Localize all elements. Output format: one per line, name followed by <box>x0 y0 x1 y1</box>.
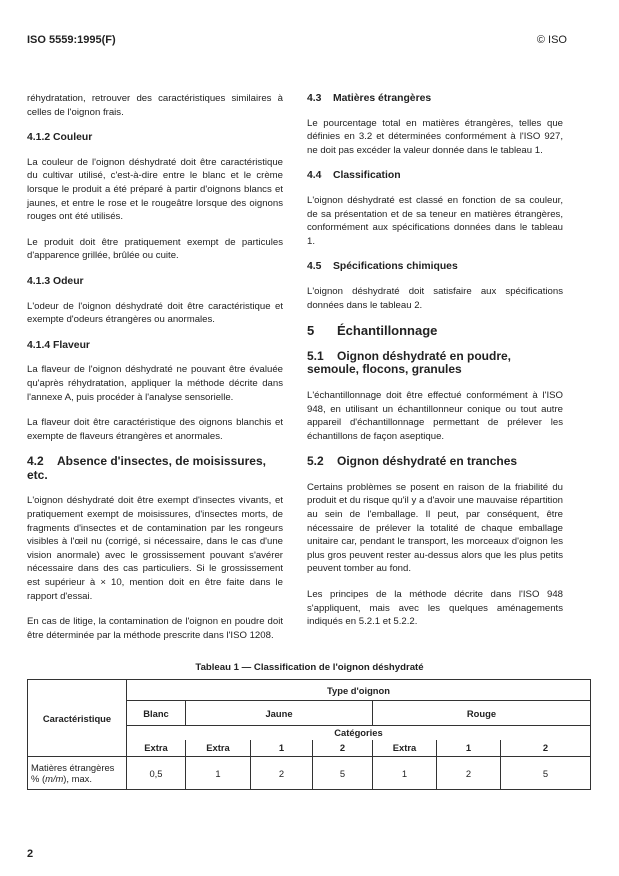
heading-4-3: 4.3 Matières étrangères <box>307 93 432 104</box>
header-caracteristique: Caractéristique <box>28 680 127 757</box>
table-cell: 1 <box>373 757 437 790</box>
paragraph: Le pourcentage total en matières étrangères, telles que définies en 3.2 et déterminées conformément à l'ISO 927, ne doit pas excéder la valeur donnée dans le tableau 1. <box>307 117 563 156</box>
header-type: Type d'oignon <box>127 680 591 701</box>
heading-5: 5 Échantillonnage <box>307 323 438 339</box>
table-cell: 5 <box>501 757 591 790</box>
document-id: ISO 5559:1995(F) <box>27 34 116 46</box>
cat-header: Extra <box>186 740 251 757</box>
heading-4-4: 4.4 Classification <box>307 170 401 182</box>
heading-5-2: 5.2 Oignon déshydraté en tranches <box>307 454 518 469</box>
table-cell: 5 <box>313 757 373 790</box>
paragraph: Les principes de la méthode décrite dans l'ISO 948 s'appliquent, mais avec les quelques aménagements indiqués en 5.2.1 et 5.2.2. <box>307 589 563 628</box>
heading-5-1: 5.1 Oignon déshydraté en poudre, semoule, flocons, granules <box>307 348 512 377</box>
paragraph: La couleur de l'oignon déshydraté doit être caractéristique du cultivar utilisé, c'est-à-dire entre le blanc et le crème lorsque le produit a été préparé à partir d'oignons blancs et jaunes, et entre le rose et le rougeâtre lorsque des oignons rouges ont été utilisés. <box>27 156 283 223</box>
paragraph: Certains problèmes se posent en raison de la friabilité du produit et du risque qu'il y a d'avoir une mauvaise répartition au sein de l'emballage. Il peut, par conséquent, être nécessaire de prélever la totalité de chaque emballage unitaire car, pendant le transport, les morceaux d'oignon les plus gros peuvent rester au-dessus alors que les plus petits peuvent tomber au fond. <box>307 481 563 575</box>
classification-table <box>27 679 591 790</box>
paragraph: Le produit doit être pratiquement exempt de particules d'apparence grillée, brûlée ou cuite. <box>27 236 283 262</box>
paragraph: réhydratation, retrouver des caractéristiques similaires à celles de l'oignon frais. <box>27 93 283 118</box>
header-rouge: Rouge <box>373 701 591 726</box>
copyright: © ISO <box>536 34 567 46</box>
paragraph: La flaveur doit être caractéristique des oignons blanchis et exempte de flaveurs étrangères et anormales. <box>27 417 283 442</box>
header-blanc: Blanc <box>127 701 186 726</box>
heading-4-2: 4.2 Absence d'insectes, de moisissures, etc. <box>27 454 266 482</box>
paragraph: L'oignon déshydraté doit satisfaire aux spécifications données dans le tableau 2. <box>307 285 563 311</box>
paragraph: L'oignon déshydraté est classé en fonction de sa couleur, de sa présentation et de sa teneur en matières étrangères, conformément aux spécifications données dans le tableau 1. <box>307 194 563 247</box>
header-jaune: Jaune <box>186 701 373 726</box>
paragraph: L'échantillonnage doit être effectué conformément à l'ISO 948, en utilisant un échantillonneur conique ou tout autre appareil d'échantillonnage permettant de prélever les échantillons de façon aseptique. <box>307 389 563 442</box>
table-cell: 0,5 <box>127 757 186 790</box>
table-caption: Tableau 1 — Classification de l'oignon déshydraté <box>195 662 424 673</box>
table-cell: 2 <box>437 757 501 790</box>
heading-4-1-3: 4.1.3 Odeur <box>27 275 84 287</box>
header-categories: Catégories <box>127 726 591 740</box>
heading-4-5: 4.5 Spécifications chimiques <box>307 261 458 273</box>
paragraph: En cas de litige, la contamination de l'oignon en poudre doit être déterminée par la méthode prescrite dans l'ISO 1208. <box>27 616 283 641</box>
cat-header: 2 <box>501 740 591 757</box>
left-column <box>27 92 283 654</box>
table-cell: 2 <box>251 757 313 790</box>
table-cell: 1 <box>186 757 251 790</box>
paragraph: L'oignon déshydraté doit être exempt d'insectes vivants, et pratiquement exempt de moisissures, d'insectes morts, de fragments d'insectes et de contamination par les rongeurs visibles à l'œil nu (corrigé, si nécessaire, dans le cas d'une vision anormale) avec le grossissement pouvant s'avérer nécessaire dans des cas particuliers. Si le grossissement est supérieur à × 10, mention doit en être faite dans le rapport d'essai. <box>27 495 283 602</box>
heading-4-1-2: 4.1.2 Couleur <box>27 132 93 144</box>
right-column <box>307 92 563 641</box>
page-number: 2 <box>27 848 34 860</box>
table-row <box>28 757 591 790</box>
cat-header: 1 <box>251 740 313 757</box>
paragraph: La flaveur de l'oignon déshydraté ne pouvant être évaluée qu'après réhydratation, appliquer la méthode décrite dans l'annexe A, puis procéder à l'analyse sensorielle. <box>27 364 283 403</box>
paragraph: L'odeur de l'oignon déshydraté doit être caractéristique et exempte d'odeurs étrangères ou anormales. <box>27 300 283 326</box>
cat-header: 2 <box>313 740 373 757</box>
heading-4-1-4: 4.1.4 Flaveur <box>27 339 90 351</box>
cat-header: Extra <box>127 740 186 757</box>
cat-header: Extra <box>373 740 437 757</box>
cat-header: 1 <box>437 740 501 757</box>
row-label: Matières étrangères % (m/m), max. <box>28 757 127 790</box>
